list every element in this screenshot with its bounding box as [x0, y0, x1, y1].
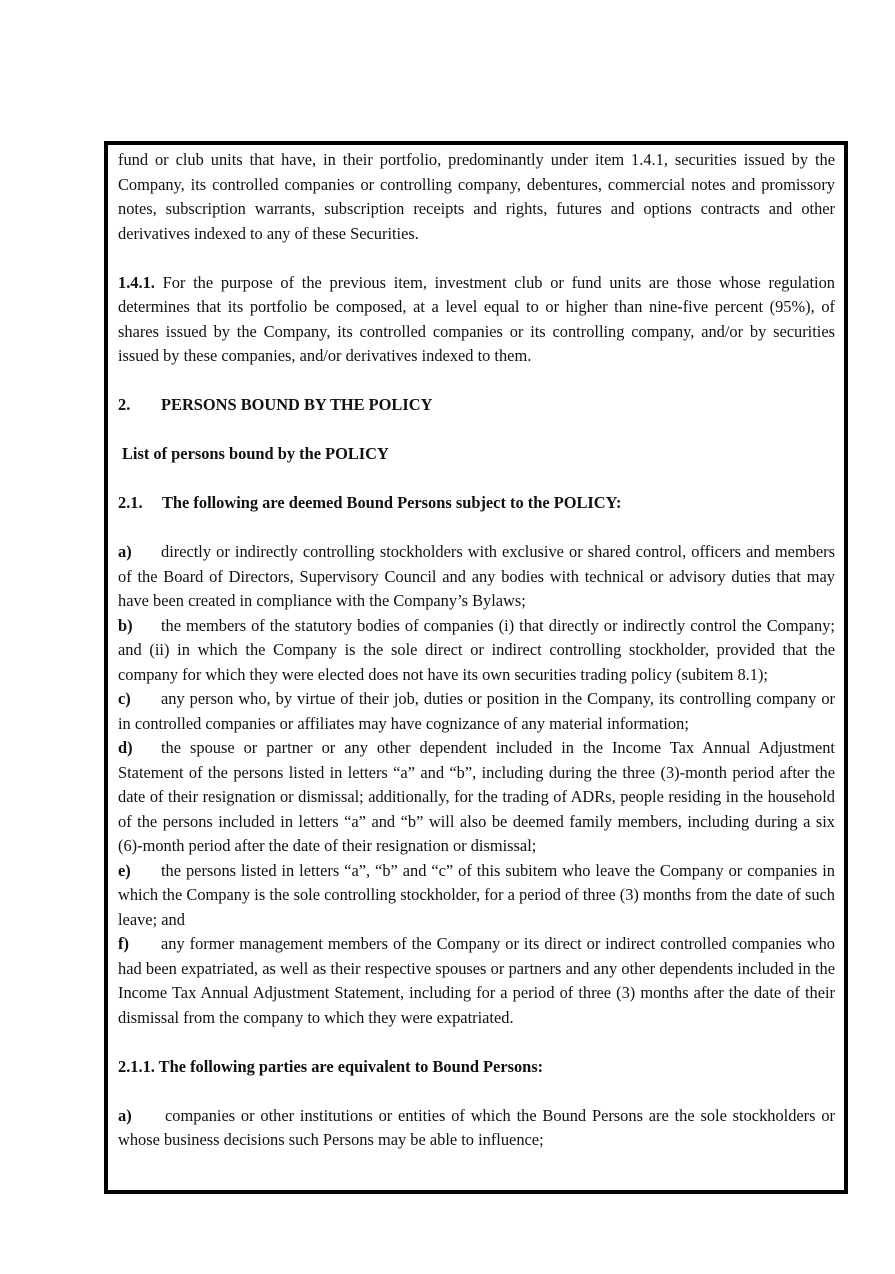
- item-2-1-number: 2.1.: [118, 493, 143, 512]
- list-item-text: companies or other institutions or entities of which the Bound Persons are the sole stockholders or whose business decisions such Persons may be able to influence;: [118, 1105, 835, 1149]
- list-item-letter: c): [118, 689, 131, 708]
- list-item-text: the persons listed in letters “a”, “b” and “c” of this subitem who leave the Company or companies in which the Company is the sole controlling stockholder, for a period of three (3) months from the date of such leave; and: [118, 860, 835, 929]
- list-item-text: directly or indirectly controlling stockholders with exclusive or shared control, officers and members of the Board of Directors, Supervisory Council and any bodies with technical or advisory duties that may have been created in compliance with the Company’s Bylaws;: [118, 542, 835, 610]
- intro-paragraph: fund or club units that have, in their portfolio, predominantly under item 1.4.1, securities issued by the Company, its controlled companies or controlling company, debentures, commercial notes and promissory notes, subscription warrants, subscription receipts and rights, futures and options contracts and other derivatives indexed to any of these Securities.: [118, 150, 835, 243]
- item-2-1-title: The following are deemed Bound Persons subject to the POLICY:: [162, 493, 622, 512]
- list-item-text: any person who, by virtue of their job, duties or position in the Company, its controlling company or in controlled companies or affiliates may have cognizance of any material information;: [118, 689, 835, 733]
- list-item: [118, 859, 835, 933]
- list-item-text: the members of the statutory bodies of companies (i) that directly or indirectly control the Company; and (ii) in which the Company is the sole direct or indirect controlling stockholder, provided that the company for which they were elected does not have its own securities trading policy (subitem 8.1);: [118, 615, 835, 684]
- list-item: [118, 614, 835, 688]
- policy-document-frame: [104, 141, 848, 1194]
- policy-document-content: [118, 148, 835, 1153]
- list-item-text: the spouse or partner or any other dependent included in the Income Tax Annual Adjustment Statement of the persons listed in letters “a” and “b”, including during the three (3)-month period after the date of their resignation or dismissal; additionally, for the trading of ADRs, people residing in the household of the persons included in letters “a” and “b” will also be deemed family members, including during a six (6)-month period after the date of their resignation or dismissal;: [118, 738, 835, 855]
- list-item: [118, 932, 835, 1030]
- section-2-heading: [118, 393, 835, 418]
- list-item-letter: b): [118, 615, 133, 635]
- section-2-number: 2.: [118, 395, 131, 414]
- list-item: [118, 540, 835, 614]
- item-2-1-1-heading: 2.1.1. The following parties are equivalent to Bound Persons:: [118, 1056, 544, 1076]
- item-1-4-1: [118, 271, 835, 369]
- list-item-letter: a): [118, 542, 132, 561]
- item-2-1-heading: [118, 491, 835, 516]
- list-item: [118, 687, 835, 736]
- list-item-text: any former management members of the Company or its direct or indirect controlled companies who had been expatriated, as well as their respective spouses or partners and any other dependents included in the Income Tax Annual Adjustment Statement, including for a period of three (3) months after the date of their dismissal from the company to which they were expatriated.: [118, 934, 835, 1027]
- list-item: [118, 1104, 835, 1153]
- section-2-title: PERSONS BOUND BY THE POLICY: [161, 395, 433, 414]
- item-1-4-1-text: For the purpose of the previous item, investment club or fund units are those whose regulation determines that its portfolio be composed, at a level equal to or higher than nine-five percent (95%), of shares issued by the Company, its controlled companies or its controlling company, and/or by securities issued by these companies, and/or derivatives indexed to them.: [118, 272, 835, 365]
- list-title: List of persons bound by the POLICY: [122, 444, 389, 463]
- list-item-letter: e): [118, 860, 131, 880]
- equivalent-parties-list: [118, 1104, 835, 1153]
- bound-persons-list: [118, 540, 835, 1030]
- list-item-letter: f): [118, 934, 129, 953]
- list-item-letter: a): [118, 1105, 132, 1125]
- item-1-4-1-number: 1.4.1.: [118, 272, 155, 292]
- list-item-letter: d): [118, 738, 133, 757]
- list-item: [118, 736, 835, 859]
